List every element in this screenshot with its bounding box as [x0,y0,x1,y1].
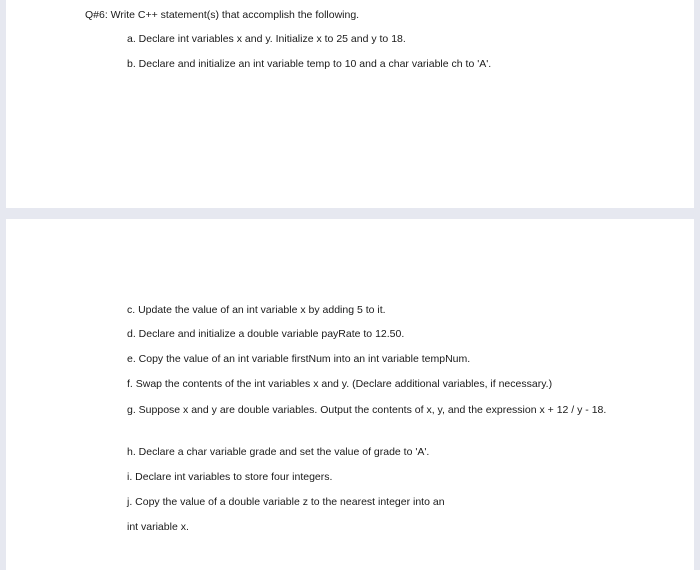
item-h: h. Declare a char variable grade and set the value of grade to 'A'. [127,446,430,458]
document-page-2 [6,219,694,570]
question-header: Q#6: Write C++ statement(s) that accomplish the following. [85,9,360,21]
document-page-1 [6,0,694,208]
item-d: d. Declare and initialize a double variable payRate to 12.50. [127,328,405,340]
item-f: f. Swap the contents of the int variables x and y. (Declare additional variables, if necessary.) [127,378,553,390]
item-j: j. Copy the value of a double variable z to the nearest integer into an [127,496,445,508]
item-c: c. Update the value of an int variable x by adding 5 to it. [127,304,386,316]
item-b: b. Declare and initialize an int variable temp to 10 and a char variable ch to 'A'. [127,58,492,70]
item-a: a. Declare int variables x and y. Initialize x to 25 and y to 18. [127,33,406,45]
item-e: e. Copy the value of an int variable firstNum into an int variable tempNum. [127,353,471,365]
item-g: g. Suppose x and y are double variables. Output the contents of x, y, and the expression x + 12 / y - 18. [127,404,607,416]
item-i: i. Declare int variables to store four integers. [127,471,333,483]
item-j-continued: int variable x. [127,521,189,533]
